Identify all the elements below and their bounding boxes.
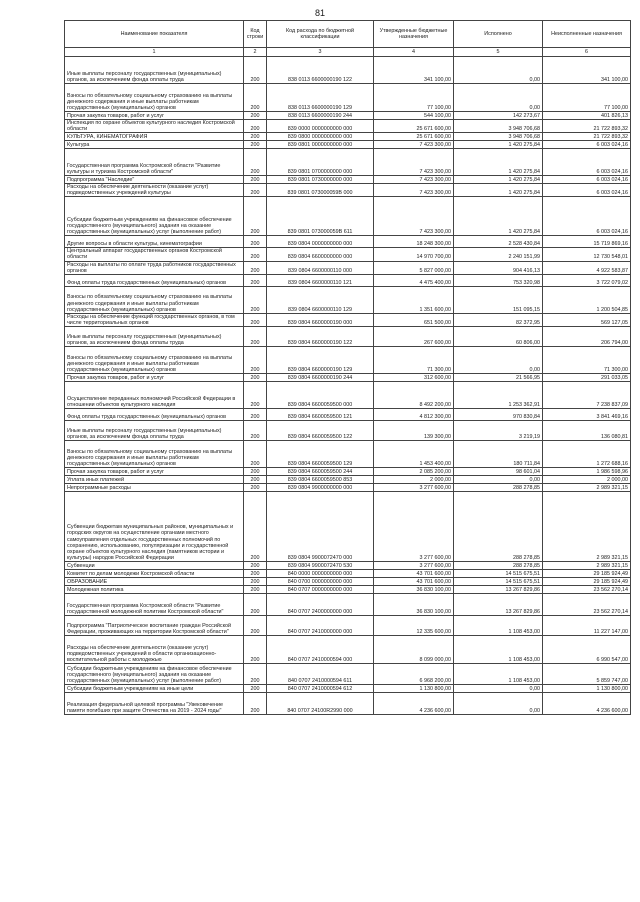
row-approved: 3 277 600,00 [374,491,454,561]
row-executed: 0,00 [454,57,543,84]
row-code: 200 [244,381,267,408]
row-classification: 840 0707 2410000594 611 [267,663,374,684]
row-executed: 1 420 275,84 [454,149,543,176]
row-approved: 312 600,00 [374,373,454,381]
row-classification: 839 0804 6600000110 129 [267,286,374,313]
row-classification: 838 0113 6600000190 122 [267,57,374,84]
row-code: 200 [244,615,267,635]
row-code: 200 [244,684,267,692]
header-executed: Исполнено [454,21,543,48]
row-unexecuted: 1 986 598,96 [543,467,631,475]
header-unexecuted: Неисполненные назначения [543,21,631,48]
row-unexecuted: 12 730 548,01 [543,248,631,261]
row-executed: 98 601,04 [454,467,543,475]
row-name: Инспекция по охране объектов культурного наследия Костромской области [65,120,244,133]
row-code: 200 [244,274,267,286]
row-approved: 36 830 100,00 [374,585,454,593]
row-approved: 1 453 400,00 [374,440,454,467]
column-number: 2 [244,48,267,57]
column-number: 3 [267,48,374,57]
row-executed: 0,00 [454,475,543,483]
row-executed: 14 515 675,51 [454,577,543,585]
table-row [65,684,631,692]
row-approved: 3 277 600,00 [374,483,454,491]
row-name: Взносы по обязательному социальному страхованию на выплаты денежного содержания и иные выплаты работникам государственных (муниципальных) органов [65,440,244,467]
row-approved: 341 100,00 [374,57,454,84]
row-executed: 1 420 275,84 [454,141,543,149]
row-approved: 267 600,00 [374,326,454,346]
row-classification: 840 0707 2410000594 000 [267,635,374,663]
row-code: 200 [244,483,267,491]
row-code: 200 [244,133,267,141]
row-executed: 2 240 151,99 [454,248,543,261]
row-unexecuted: 5 859 747,00 [543,663,631,684]
row-classification: 839 0804 9900072470 530 [267,561,374,569]
row-name: Взносы по обязательному социальному страхованию на выплаты денежного содержания и иные выплаты работникам государственных (муниципальных) органов [65,346,244,373]
row-name: Прочая закупка товаров, работ и услуг [65,467,244,475]
row-code: 200 [244,420,267,440]
row-unexecuted: 569 127,05 [543,313,631,326]
row-code: 200 [244,286,267,313]
table-row [65,326,631,346]
row-unexecuted: 206 794,00 [543,326,631,346]
row-approved: 1 351 600,00 [374,286,454,313]
row-executed: 288 278,85 [454,483,543,491]
row-name: Иные выплаты персоналу государственных (муниципальных) органов, за исключением фонда оплаты труда [65,57,244,84]
table-row [65,491,631,561]
row-approved: 12 335 600,00 [374,615,454,635]
table-row [65,585,631,593]
row-approved: 8 099 000,00 [374,635,454,663]
row-classification: 839 0804 6600059500 244 [267,467,374,475]
row-name: Иные выплаты персоналу государственных (муниципальных) органов, за исключением фонда оплаты труда [65,420,244,440]
row-classification: 840 0707 2400000000 000 [267,593,374,615]
row-classification: 839 0804 6600000190 000 [267,313,374,326]
row-classification: 840 0707 24100R2990 000 [267,692,374,714]
table-row [65,286,631,313]
table-row [65,381,631,408]
row-unexecuted: 4 922 583,87 [543,261,631,274]
row-executed: 753 320,98 [454,274,543,286]
row-name: Центральный аппарат государственных органов Костромской области [65,248,244,261]
row-name: КУЛЬТУРА, КИНЕМАТОГРАФИЯ [65,133,244,141]
row-classification: 838 0113 6600000190 244 [267,112,374,120]
row-name: Подпрограмма "Патриотическое воспитание граждан Российской Федерации, проживающих на территории Костромской области" [65,615,244,635]
table-row [65,57,631,84]
row-classification: 839 0804 9900000000 000 [267,483,374,491]
row-approved: 43 701 600,00 [374,577,454,585]
row-code: 200 [244,84,267,112]
row-code: 200 [244,585,267,593]
row-code: 200 [244,692,267,714]
row-code: 200 [244,491,267,561]
row-unexecuted: 77 100,00 [543,84,631,112]
row-unexecuted: 6 003 024,16 [543,141,631,149]
table-row [65,346,631,373]
row-classification: 839 0804 6600000110 000 [267,261,374,274]
row-executed: 2 528 430,84 [454,236,543,248]
row-classification: 839 0804 6600000190 122 [267,326,374,346]
table-row [65,274,631,286]
row-name: Расходы на обеспечение деятельности (оказание услуг) подведомственных учреждений культуры [65,184,244,197]
table-row [65,112,631,120]
row-approved: 43 701 600,00 [374,569,454,577]
row-executed: 0,00 [454,684,543,692]
table-row [65,133,631,141]
row-unexecuted: 6 990 547,00 [543,635,631,663]
row-classification: 839 0804 6600000190 244 [267,373,374,381]
row-approved: 544 100,00 [374,112,454,120]
row-classification: 840 0707 0000000000 000 [267,585,374,593]
row-executed: 21 566,95 [454,373,543,381]
row-code: 200 [244,569,267,577]
column-number: 4 [374,48,454,57]
row-code: 200 [244,313,267,326]
row-unexecuted: 1 272 688,16 [543,440,631,467]
row-classification: 840 0707 2410000594 612 [267,684,374,692]
row-classification: 839 0804 6600059500 122 [267,420,374,440]
row-executed: 3 948 706,68 [454,120,543,133]
row-executed: 82 372,95 [454,313,543,326]
row-approved: 25 671 600,00 [374,133,454,141]
table-row [65,593,631,615]
row-executed: 60 806,00 [454,326,543,346]
row-classification: 839 0804 6600059500 121 [267,408,374,420]
row-executed: 3 219,19 [454,420,543,440]
table-row [65,420,631,440]
row-classification: 839 0801 0700000000 000 [267,149,374,176]
row-classification: 839 0804 6600059500 853 [267,475,374,483]
row-approved: 139 300,00 [374,420,454,440]
row-unexecuted: 15 719 869,16 [543,236,631,248]
row-name: Субсидии бюджетным учреждениям на финансовое обеспечение государственного (муниципального) задания на оказание государственных (муниципальных) услуг (выполнение работ) [65,663,244,684]
row-code: 200 [244,149,267,176]
table-row [65,615,631,635]
column-number: 5 [454,48,543,57]
row-name: Субвенции бюджетам муниципальных районов, муниципальных и городских округов на осуществление органами местного самоуправления отдельных государственных полномочий по сохранению, использованию, популяризации и государственной охране объектов культурного наследия (памятников истории и культуры) народов Российской Федерации [65,491,244,561]
row-classification: 840 0707 2410000000 000 [267,615,374,635]
row-executed: 970 830,84 [454,408,543,420]
row-executed: 0,00 [454,692,543,714]
table-row [65,577,631,585]
row-unexecuted: 29 185 924,49 [543,569,631,577]
row-unexecuted: 2 989 321,15 [543,483,631,491]
row-executed: 0,00 [454,346,543,373]
row-approved: 8 492 200,00 [374,381,454,408]
table-row [65,692,631,714]
row-code: 200 [244,346,267,373]
row-approved: 4 812 300,00 [374,408,454,420]
row-executed: 180 711,84 [454,440,543,467]
row-classification: 839 0801 0730000000 000 [267,176,374,184]
row-name: Уплата иных платежей [65,475,244,483]
row-name: Подпрограмма "Наследие" [65,176,244,184]
table-row [65,663,631,684]
row-code: 200 [244,440,267,467]
row-code: 200 [244,326,267,346]
row-classification: 839 0000 0000000000 000 [267,120,374,133]
row-unexecuted: 21 722 893,32 [543,133,631,141]
row-code: 200 [244,176,267,184]
table-body [65,57,631,715]
row-unexecuted: 401 826,13 [543,112,631,120]
row-name: Расходы на обеспечение функций государственных органов, в том числе территориальных органов [65,313,244,326]
row-code: 200 [244,663,267,684]
row-name: Расходы на выплаты по оплате труда работников государственных органов [65,261,244,274]
row-unexecuted: 1 130 800,00 [543,684,631,692]
header-classification: Код расхода по бюджетной классификации [267,21,374,48]
row-name: Прочая закупка товаров, работ и услуг [65,373,244,381]
row-code: 200 [244,141,267,149]
header-name: Наименование показателя [65,21,244,48]
row-code: 200 [244,577,267,585]
row-approved: 7 423 300,00 [374,197,454,236]
row-unexecuted: 2 000,00 [543,475,631,483]
row-unexecuted: 21 722 893,32 [543,120,631,133]
row-unexecuted: 4 236 600,00 [543,692,631,714]
row-executed: 1 108 453,00 [454,663,543,684]
row-code: 200 [244,561,267,569]
row-code: 200 [244,261,267,274]
row-unexecuted: 6 003 024,16 [543,149,631,176]
header-row [65,21,631,48]
row-name: Комитет по делам молодежи Костромской области [65,569,244,577]
row-name: Фонд оплаты труда государственных (муниципальных) органов [65,274,244,286]
table-row [65,84,631,112]
row-executed: 1 420 275,84 [454,176,543,184]
row-approved: 14 970 700,00 [374,248,454,261]
budget-execution-table [64,20,631,715]
row-unexecuted: 341 100,00 [543,57,631,84]
row-classification: 838 0113 6600000190 129 [267,84,374,112]
row-unexecuted: 71 300,00 [543,346,631,373]
row-unexecuted: 1 200 504,85 [543,286,631,313]
row-classification: 839 0804 6600000000 000 [267,248,374,261]
row-code: 200 [244,248,267,261]
row-code: 200 [244,197,267,236]
row-code: 200 [244,373,267,381]
column-number: 6 [543,48,631,57]
row-approved: 36 830 100,00 [374,593,454,615]
row-approved: 7 423 300,00 [374,184,454,197]
table-row [65,408,631,420]
table-row [65,248,631,261]
table-row [65,569,631,577]
row-name: Субвенции [65,561,244,569]
row-unexecuted: 6 003 024,16 [543,197,631,236]
row-unexecuted: 6 003 024,16 [543,176,631,184]
row-code: 200 [244,593,267,615]
row-executed: 1 108 453,00 [454,615,543,635]
row-executed: 1 420 275,84 [454,184,543,197]
row-code: 200 [244,57,267,84]
row-unexecuted: 2 989 321,15 [543,561,631,569]
row-executed: 3 948 706,68 [454,133,543,141]
row-name: Непрограммные расходы [65,483,244,491]
row-code: 200 [244,475,267,483]
row-code: 200 [244,408,267,420]
row-classification: 840 0000 0000000000 000 [267,569,374,577]
column-number: 1 [65,48,244,57]
row-code: 200 [244,184,267,197]
row-executed: 151 095,15 [454,286,543,313]
row-unexecuted: 136 080,81 [543,420,631,440]
row-approved: 2 000,00 [374,475,454,483]
row-unexecuted: 7 238 837,09 [543,381,631,408]
row-unexecuted: 11 227 147,00 [543,615,631,635]
row-approved: 25 671 600,00 [374,120,454,133]
row-name: Государственная программа Костромской области "Развитие культуры и туризма Костромской области" [65,149,244,176]
row-unexecuted: 29 185 924,49 [543,577,631,585]
row-approved: 4 236 600,00 [374,692,454,714]
table-row [65,373,631,381]
row-executed: 1 420 275,84 [454,197,543,236]
row-approved: 7 423 300,00 [374,176,454,184]
row-classification: 839 0801 073000059В 000 [267,184,374,197]
row-unexecuted: 291 033,05 [543,373,631,381]
row-approved: 6 968 200,00 [374,663,454,684]
table-row [65,635,631,663]
row-name: Прочая закупка товаров, работ и услуг [65,112,244,120]
header-code: Код строки [244,21,267,48]
table-row [65,141,631,149]
row-approved: 4 475 400,00 [374,274,454,286]
row-name: Фонд оплаты труда государственных (муниципальных) органов [65,408,244,420]
row-approved: 5 827 000,00 [374,261,454,274]
row-classification: 840 0700 0000000000 000 [267,577,374,585]
row-classification: 839 0804 6600000190 129 [267,346,374,373]
row-unexecuted: 3 841 469,16 [543,408,631,420]
row-classification: 839 0804 6600000110 121 [267,274,374,286]
row-classification: 839 0804 0000000000 000 [267,236,374,248]
page-number: 81 [314,8,325,18]
row-executed: 904 416,13 [454,261,543,274]
row-executed: 288 278,85 [454,561,543,569]
table-row [65,197,631,236]
row-name: ОБРАЗОВАНИЕ [65,577,244,585]
row-name: Государственная программа Костромской области "Развитие государственной молодежной политики Костромской области" [65,593,244,615]
row-name: Субсидии бюджетным учреждениям на финансовое обеспечение государственного (муниципального) задания на оказание государственных (муниципальных) услуг (выполнение работ) [65,197,244,236]
row-unexecuted: 2 989 321,15 [543,491,631,561]
row-approved: 651 500,00 [374,313,454,326]
row-executed: 13 267 829,86 [454,585,543,593]
row-classification: 839 0804 6600059500 129 [267,440,374,467]
row-unexecuted: 3 722 079,02 [543,274,631,286]
row-executed: 1 253 362,91 [454,381,543,408]
row-approved: 1 130 800,00 [374,684,454,692]
row-code: 200 [244,112,267,120]
row-name: Реализация федеральной целевой программы "Увековечение памяти погибших при защите Отечества на 2019 - 2024 годы" [65,692,244,714]
table-row [65,261,631,274]
table-row [65,483,631,491]
row-approved: 3 277 600,00 [374,561,454,569]
row-unexecuted: 6 003 024,16 [543,184,631,197]
row-name: Расходы на обеспечение деятельности (оказание услуг) подведомственных учреждений в области организационно-воспитательной работы с молодежью [65,635,244,663]
row-name: Взносы по обязательному социальному страхованию на выплаты денежного содержания и иные выплаты работникам государственных (муниципальных) органов [65,286,244,313]
row-approved: 7 423 300,00 [374,149,454,176]
row-unexecuted: 23 562 270,14 [543,585,631,593]
row-approved: 71 300,00 [374,346,454,373]
table-row [65,120,631,133]
row-name: Субсидии бюджетным учреждениям на иные цели [65,684,244,692]
table-row [65,561,631,569]
row-name: Иные выплаты персоналу государственных (муниципальных) органов, за исключением фонда оплаты труда [65,326,244,346]
table-row [65,184,631,197]
table-row [65,467,631,475]
row-executed: 0,00 [454,84,543,112]
row-code: 200 [244,635,267,663]
table-row [65,440,631,467]
table-row [65,149,631,176]
row-approved: 18 248 300,00 [374,236,454,248]
header-approved: Утвержденные бюджетные назначения [374,21,454,48]
row-classification: 839 0804 6600059500 000 [267,381,374,408]
row-name: Осуществление переданных полномочий Российской Федерации в отношении объектов культурного наследия [65,381,244,408]
row-name: Другие вопросы в области культуры, кинематографии [65,236,244,248]
row-code: 200 [244,120,267,133]
row-executed: 14 515 675,51 [454,569,543,577]
table-row [65,236,631,248]
row-name: Культура [65,141,244,149]
row-classification: 839 0801 0000000000 000 [267,141,374,149]
row-executed: 288 278,85 [454,491,543,561]
row-executed: 142 273,67 [454,112,543,120]
column-number-row [65,48,631,57]
row-code: 200 [244,467,267,475]
row-unexecuted: 23 562 270,14 [543,593,631,615]
table-row [65,475,631,483]
row-classification: 839 0804 9900072470 000 [267,491,374,561]
row-approved: 7 423 300,00 [374,141,454,149]
table-row [65,313,631,326]
row-classification: 839 0801 073000059В 611 [267,197,374,236]
row-code: 200 [244,236,267,248]
row-name: Взносы по обязательному социальному страхованию на выплаты денежного содержания и иные выплаты работникам государственных (муниципальных) органов [65,84,244,112]
row-executed: 13 267 829,86 [454,593,543,615]
row-approved: 2 085 200,00 [374,467,454,475]
table-row [65,176,631,184]
row-name: Молодежная политика [65,585,244,593]
row-approved: 77 100,00 [374,84,454,112]
row-executed: 1 108 453,00 [454,635,543,663]
row-classification: 839 0800 0000000000 000 [267,133,374,141]
